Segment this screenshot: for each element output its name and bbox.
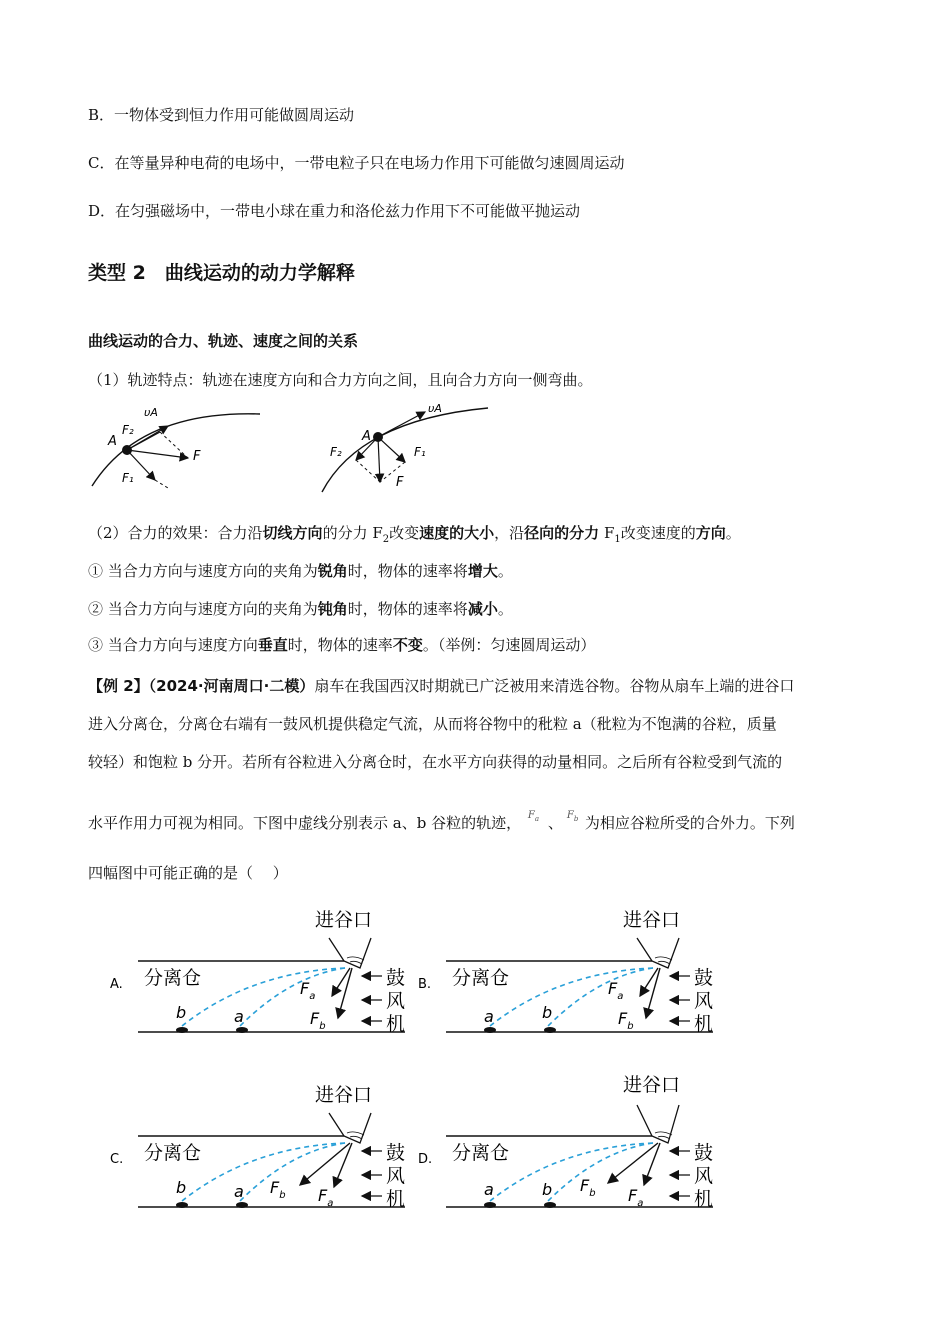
- trajectory-2: [548, 968, 653, 1026]
- particle-label-1: b: [176, 1178, 187, 1197]
- force-f: [378, 437, 380, 482]
- hopper: [637, 1105, 679, 1143]
- force-arrow-1: [640, 968, 658, 996]
- hopper: [637, 938, 679, 968]
- section-title: 类型 2 曲线运动的动力学解释: [88, 262, 355, 284]
- trajectory-2: [548, 1143, 653, 1201]
- force-label-1: $F_a$: [300, 979, 316, 1002]
- label-f1: F₁: [122, 471, 134, 485]
- svg-text:风: 风: [694, 990, 714, 1012]
- example-line-2: 进入分离仓，分离仓右端有一鼓风机提供稳定气流，从而将谷物中的秕粒 a（秕粒为不饱满的谷粒，质量: [88, 715, 777, 733]
- trajectory-curve: [322, 408, 488, 492]
- svg-text:风: 风: [386, 990, 406, 1012]
- force-label-2: $F_a$: [628, 1186, 644, 1209]
- bin-label: 分离仓: [144, 1142, 202, 1164]
- trajectory-right: [322, 402, 488, 492]
- panel-letter: D.: [418, 1152, 433, 1167]
- force-label-1: $F_b$: [580, 1176, 596, 1199]
- force-label-2: $F_b$: [310, 1009, 326, 1032]
- example-tag: 【例 2】: [88, 677, 149, 695]
- label-f: F: [396, 475, 404, 490]
- panel-letter: B.: [418, 977, 432, 992]
- svg-text:鼓: 鼓: [386, 967, 406, 989]
- panel-d[interactable]: [418, 1074, 713, 1210]
- case-obtuse: ② 当合力方向与速度方向的夹角为钝角时，物体的速率将减小。: [88, 600, 513, 618]
- label-f1: F₁: [414, 445, 426, 459]
- panel-letter: C.: [110, 1152, 124, 1167]
- particle-label-1: a: [484, 1180, 494, 1199]
- trajectory-2: [240, 968, 345, 1026]
- label-f2: F₂: [122, 423, 134, 437]
- panel-a[interactable]: [110, 909, 405, 1035]
- example-line-1: 【例 2】（2024·河南周口·二模）扇车在我国西汉时期就已广泛被用来清选谷物。谷物从扇车上端的进谷口: [88, 677, 795, 695]
- inlet-label: 进谷口: [315, 909, 373, 931]
- particle-label-2: b: [542, 1003, 553, 1022]
- particle-label-1: a: [484, 1007, 494, 1026]
- force-arrow-1: [608, 1143, 658, 1183]
- force-label-2: $F_b$: [618, 1009, 634, 1032]
- bin-label: 分离仓: [144, 967, 202, 989]
- particle-label-2: a: [234, 1182, 244, 1201]
- example-line-5: 四幅图中可能正确的是（ ）: [88, 864, 288, 882]
- force-arrow-1: [300, 1143, 350, 1185]
- panel-letter: A.: [110, 977, 123, 992]
- label-a: A: [108, 434, 117, 449]
- particle-label-2: b: [542, 1180, 553, 1199]
- bin-label: 分离仓: [452, 1142, 510, 1164]
- example-source: （2024·河南周口·二模）: [148, 677, 315, 695]
- panel-b[interactable]: [418, 909, 713, 1035]
- svg-text:风: 风: [694, 1165, 714, 1187]
- bin-label: 分离仓: [452, 967, 510, 989]
- option-c: C．在等量异种电荷的电场中，一带电粒子只在电场力作用下可能做匀速圆周运动: [88, 154, 625, 172]
- point-2: （2）合力的效果：合力沿切线方向的分力 $F_2$改变速度的大小，沿径向的分力 $F_1$改变速度的方向。: [88, 524, 741, 545]
- section-subtitle: 曲线运动的合力、轨迹、速度之间的关系: [88, 332, 359, 350]
- label-f2: F₂: [330, 445, 342, 459]
- svg-text:鼓: 鼓: [694, 967, 714, 989]
- svg-text:机: 机: [386, 1188, 406, 1210]
- trajectory-curve: [92, 414, 260, 486]
- label-va: υA: [428, 402, 442, 415]
- option-d: D．在匀强磁场中，一带电小球在重力和洛伦兹力作用下不可能做平抛运动: [88, 202, 581, 220]
- velocity-vector: [378, 412, 425, 437]
- force-arrow-2: [644, 1143, 660, 1185]
- example-line-4: 水平作用力可视为相同。下图中虚线分别表示 a、b 谷粒的轨迹， $F_a$ 、 $F_b$ 为相应谷粒所受的合外力。下列: [88, 810, 795, 832]
- force-arrow-1: [332, 968, 350, 996]
- particle-label-2: a: [234, 1007, 244, 1026]
- trajectory-figure: [80, 400, 500, 500]
- inlet-label: 进谷口: [623, 1074, 681, 1096]
- force-f1: [378, 437, 405, 462]
- inlet-label: 进谷口: [623, 909, 681, 931]
- point-1: （1）轨迹特点：轨迹在速度方向和合力方向之间，且向合力方向一侧弯曲。: [88, 371, 593, 389]
- trajectory-1: [182, 968, 345, 1026]
- label-va: υA: [144, 406, 158, 419]
- force-f: [127, 450, 188, 458]
- example-line-3: 较轻）和饱粒 b 分开。若所有谷粒进入分离仓时，在水平方向获得的动量相同。之后所有谷粒受到气流的: [88, 753, 783, 771]
- hopper: [329, 938, 371, 968]
- case-perpendicular: ③ 当合力方向与速度方向垂直时，物体的速率不变。（举例：匀速圆周运动）: [88, 636, 596, 654]
- option-b: B．一物体受到恒力作用可能做圆周运动: [88, 106, 355, 124]
- force-label-2: $F_a$: [318, 1186, 334, 1209]
- trajectory-left: [92, 406, 260, 488]
- particle-label-1: b: [176, 1003, 187, 1022]
- svg-text:风: 风: [386, 1165, 406, 1187]
- trajectory-1: [490, 968, 653, 1026]
- svg-text:鼓: 鼓: [386, 1142, 406, 1164]
- case-acute: ① 当合力方向与速度方向的夹角为锐角时，物体的速率将增大。: [88, 562, 513, 580]
- answer-figures: [100, 900, 740, 1220]
- panel-c[interactable]: [110, 1084, 405, 1210]
- label-a: A: [362, 429, 371, 444]
- inlet-label: 进谷口: [315, 1084, 373, 1106]
- force-label-1: $F_b$: [270, 1178, 286, 1201]
- hopper: [329, 1113, 371, 1143]
- svg-text:机: 机: [694, 1188, 714, 1210]
- svg-text:机: 机: [386, 1013, 406, 1035]
- svg-text:机: 机: [694, 1013, 714, 1035]
- trajectory-2: [240, 1143, 345, 1201]
- svg-text:鼓: 鼓: [694, 1142, 714, 1164]
- label-f: F: [193, 449, 201, 464]
- force-label-1: $F_a$: [608, 979, 624, 1002]
